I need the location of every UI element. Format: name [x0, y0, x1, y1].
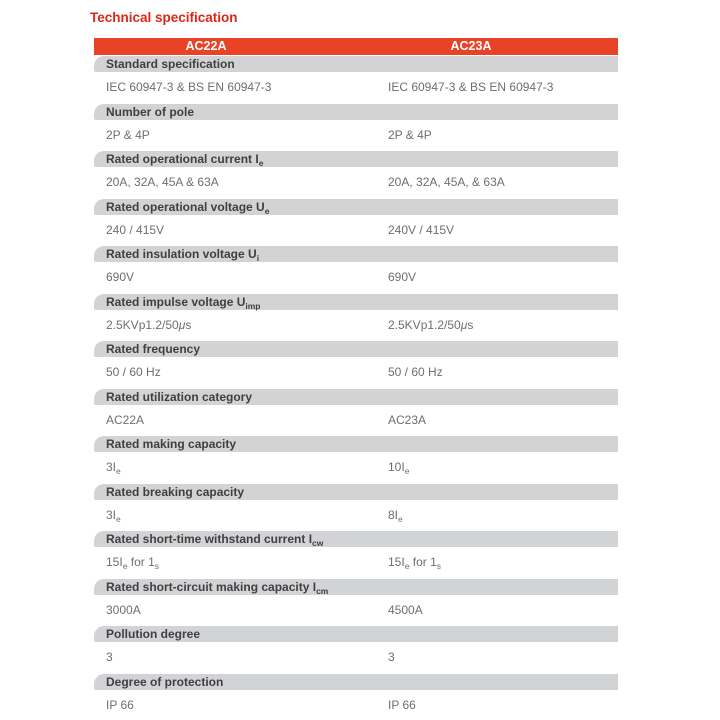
spec-section: [94, 389, 618, 436]
spec-value-col2: 4500A: [388, 602, 423, 617]
section-header-label: Rated operational voltage $U_e$: [106, 199, 270, 216]
spec-section: [94, 341, 618, 388]
section-header-bar: [94, 579, 618, 595]
spec-section: [94, 674, 618, 720]
section-values-row: [94, 690, 618, 720]
spec-value-col1: 240 / 415V: [106, 222, 165, 237]
spec-section: [94, 56, 618, 103]
section-header-label: Rated insulation voltage $U_i$: [106, 247, 260, 263]
section-header-bar: [94, 199, 618, 215]
spec-section: [94, 294, 618, 341]
spec-value-col1: IEC 60947-3 & BS EN 60947-3: [106, 80, 272, 95]
section-values-row: [94, 262, 618, 293]
spec-value-col1: IP 66: [106, 697, 134, 712]
spec-value-col2: 50 / 60 Hz: [388, 365, 443, 380]
spec-section: [94, 626, 618, 673]
column-header-ac22a: AC22A: [185, 39, 227, 53]
section-values-row: [94, 595, 618, 626]
section-values-row: [94, 405, 618, 436]
spec-section: [94, 151, 618, 198]
spec-value-col2: IP 66: [388, 697, 416, 712]
spec-value-col1: AC22A: [106, 412, 145, 427]
section-header-bar: [94, 56, 618, 72]
spec-table: [94, 38, 618, 720]
section-header-bar: [94, 389, 618, 405]
section-header-label: Rated short-time withstand current $I_{cw}$: [106, 532, 324, 548]
section-values-row: [94, 72, 618, 103]
section-values-row: [94, 215, 618, 246]
page-title: Technical specification: [90, 10, 238, 25]
spec-value-col1: $3I_e$: [106, 460, 121, 477]
spec-section: [94, 484, 618, 531]
section-header-label: Rated frequency: [106, 342, 201, 356]
section-header-bar: [94, 246, 618, 262]
spec-value-col2: 20A, 32A, 45A, & 63A: [388, 175, 505, 190]
section-values-row: [94, 310, 618, 341]
section-header-label: Rated making capacity: [106, 437, 237, 451]
spec-value-col1: 690V: [106, 270, 135, 285]
section-header-bar: [94, 484, 618, 500]
section-header-bar: [94, 151, 618, 167]
section-header-label: Rated operational current $I_e$: [106, 152, 264, 168]
spec-section: [94, 579, 618, 626]
section-header-bar: [94, 104, 618, 120]
spec-value-col2: 240V / 415V: [388, 222, 455, 237]
spec-section: [94, 199, 618, 246]
section-header-label: Rated short-circuit making capacity $I_{cm}$: [106, 579, 329, 596]
section-values-row: [94, 642, 618, 673]
spec-value-col1: 3000A: [106, 602, 141, 617]
section-header-bar: [94, 341, 618, 357]
section-header-bar: [94, 626, 618, 642]
spec-value-col2: AC23A: [388, 412, 427, 427]
section-header-label: Pollution degree: [106, 627, 201, 641]
section-values-row: [94, 547, 618, 578]
section-header-label: Number of pole: [106, 104, 195, 119]
section-values-row: [94, 500, 618, 531]
spec-value-col1: 2P & 4P: [106, 127, 150, 142]
spec-value-col1: 20A, 32A, 45A & 63A: [106, 175, 219, 190]
spec-sections: [94, 56, 618, 720]
spec-value-col2: IEC 60947-3 & BS EN 60947-3: [388, 80, 554, 95]
spec-section: [94, 531, 618, 578]
section-header-bar: [94, 294, 618, 310]
spec-value-col2: 2.5KVp1.2/50μs: [388, 317, 474, 332]
spec-section: [94, 436, 618, 483]
spec-value-col1: 3: [106, 650, 113, 665]
spec-value-col1: 2.5KVp1.2/50μs: [106, 317, 192, 332]
section-values-row: [94, 120, 618, 151]
spec-section: [94, 104, 618, 151]
section-header-label: Degree of protection: [106, 674, 224, 689]
section-header-bar: [94, 674, 618, 690]
spec-value-col1: $3I_e$: [106, 507, 121, 524]
spec-value-col2: $15I_e$ for $1_s$: [388, 555, 442, 572]
column-header-ac23a: AC23A: [450, 39, 492, 53]
section-values-row: [94, 452, 618, 483]
section-values-row: [94, 167, 618, 198]
spec-value-col2: 690V: [388, 270, 417, 285]
section-values-row: [94, 357, 618, 388]
spec-value-col1: $15I_e$ for $1_s$: [106, 555, 160, 572]
spec-value-col1: 50 / 60 Hz: [106, 365, 161, 380]
spec-value-col2: $10I_e$: [388, 460, 410, 477]
section-header-bar: [94, 436, 618, 452]
spec-section: [94, 246, 618, 293]
spec-value-col2: 2P & 4P: [388, 127, 432, 142]
section-header-label: Rated breaking capacity: [106, 484, 245, 499]
section-header-label: Rated impulse voltage $U_{imp}$: [106, 294, 261, 311]
spec-value-col2: 3: [388, 650, 395, 665]
section-header-bar: [94, 531, 618, 547]
table-header-row: [94, 38, 618, 55]
section-header-label: Rated utilization category: [106, 389, 253, 404]
section-header-label: Standard specification: [106, 57, 235, 71]
spec-value-col2: $8I_e$: [388, 507, 403, 524]
